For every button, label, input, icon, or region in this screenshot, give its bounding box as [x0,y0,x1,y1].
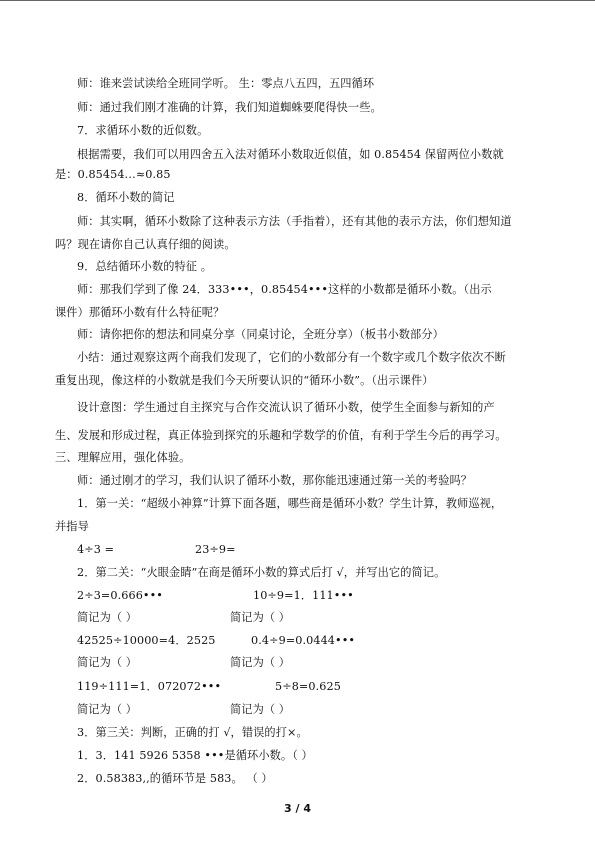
text-line: 设计意图：学生通过自主探究与合作交流认识了循环小数，使学生全面参与新知的产 [77,401,495,414]
text-line: 师：通过我们刚才准确的计算，我们知道蜘蛛要爬得快一些。 [77,101,382,114]
text-line: 1．第一关：“超级小神算”计算下面各题，哪些商是循环小数？学生计算，教师巡视， [77,497,503,510]
text-line: 2．0.58383,,的循环节是 583。 （ ） [77,772,273,785]
exercise-expression: 119÷111=1．072072••• [77,680,222,693]
text-line: 9．总结循环小数的特征 。 [77,260,213,273]
text-line: 根据需要，我们可以用四舍五入法对循环小数取近似值，如 0.85454 保留两位小数就 [77,148,504,161]
section-heading: 三、理解应用，强化体验。 [55,451,191,464]
answer-blank: 简记为（ ） [77,611,138,624]
answer-blank: 简记为（ ） [230,611,291,624]
answer-blank: 简记为（ ） [230,703,291,716]
exercise-expression: 0.4÷9=0.0444••• [251,634,356,647]
exercise-expression: 4÷3 = [77,543,115,556]
exercise-expression: 42525÷10000=4．2525 [77,634,216,647]
answer-blank: 简记为（ ） [77,703,138,716]
exercise-expression: 5÷8=0.625 [275,680,341,693]
text-line: 师：请你把你的想法和同桌分享（同桌讨论，全班分享）（板书小数部分） [77,328,444,341]
text-line: 重复出现，像这样的小数就是我们今天所要认识的“循环小数”。（出示课件） [55,374,434,387]
text-line: 3．第三关：判断，正确的打 √，错误的打×。 [77,726,308,739]
exercise-expression: 10÷9=1．111••• [253,589,354,602]
answer-blank: 简记为（ ） [77,656,138,669]
text-line: 小结：通过观察这两个商我们发现了，它们的小数部分有一个数字或几个数字依次不断 [77,351,506,364]
text-line: 并指导 [55,520,89,533]
text-line: 是：0.85454…≈0.85 [55,168,171,181]
exercise-expression: 23÷9= [195,543,236,556]
text-line: 吗？现在请你自己认真仔细的阅读。 [55,238,236,251]
text-line: 师：那我们学到了像 24．333•••，0.85454•••这样的小数都是循环小数。（出示 [77,283,492,296]
text-line: 课件）那循环小数有什么特征呢？ [55,306,225,319]
text-line: 师：其实啊，循环小数除了这种表示方法（手指着），还有其他的表示方法，你们想知道 [77,215,512,228]
text-line: 师：谁来尝试读给全班同学听。 生：零点八五四，五四循环 [77,77,375,90]
text-line: 生、发展和形成过程，真正体验到探究的乐趣和学数学的价值，有利于学生今后的再学习。 [55,429,507,442]
text-line: 7．求循环小数的近似数。 [77,124,209,137]
exercise-expression: 2÷3=0.666••• [77,589,164,602]
answer-blank: 简记为（ ） [230,656,291,669]
text-line: 师：通过刚才的学习，我们认识了循环小数，那你能迅速通过第一关的考验吗？ [77,474,473,487]
text-line: 2．第二关：“火眼金睛”在商是循环小数的算式后打 √，并写出它的简记。 [77,566,446,579]
text-line: 1．3．141 5926 5358 •••是循环小数。（ ） [77,749,313,762]
text-line: 8．循环小数的简记 [77,191,175,204]
page-number: 3 / 4 [284,802,311,815]
